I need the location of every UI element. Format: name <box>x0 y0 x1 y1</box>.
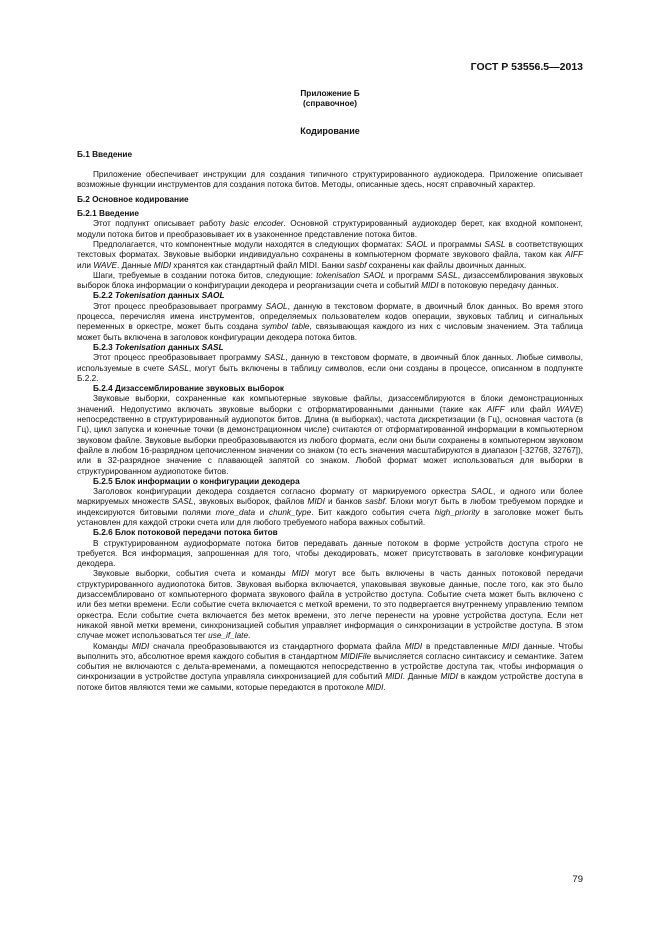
section-b2-title: Б.2 Основное кодирование <box>77 194 189 204</box>
standard-number: ГОСТ Р 53556.5—2013 <box>470 61 583 73</box>
appendix-name: Кодирование <box>300 125 360 136</box>
section-b21-paragraph-1: Этот подпункт описывает работу basic encoder. Основной структурированный аудиокодер берет, как входной компонент, модули потока битов и преобразовывает их в узаконенное представление потока битов. <box>77 219 583 239</box>
section-b26-paragraph-3: Команды MIDI сначала преобразовываются из стандартного формата файла MIDI в представленные MIDI данные. Чтобы выполнить это, абсолютное время каждого события в стандартном MIDIFile вычисляется согласно синтаксису и семантике. Затем события не включаются с дельта-временами, а помещаются непосредственно в устройстве доступа так, чтобы информация о синхронизации в устройстве доступа управляла синхронизацией для событий MIDI. Данные MIDI в каждом устройстве доступа в потоке битов являются теми же самыми, которые передаются в протоколе MIDI. <box>77 641 583 692</box>
section-b23-paragraph: Этот процесс преобразовывает программу SASL, данную в текстовом формате, в двоичный блок данных. Любые символы, используемые в счете SASL, могут быть включены в таблицу символов, если они созданы в процессе, описанном в подпункте Б.2.2. <box>77 353 583 383</box>
appendix-subtitle: (справочное) <box>303 99 357 109</box>
section-b22-paragraph: Этот процесс преобразовывает программу SAOL, данную в текстовом формате, в двоичный блок данных. Во время этого процесса, перечисляя имена инструментов, определяемых пользователем кодов операции, звуковых таблиц и сигнальных переменных в оркестре, может быть создана symbol table, связывающая каждого из них с числовым значением. Эта таблица может быть включена в заголовок конфигурации декодера потока битов. <box>77 301 584 342</box>
section-b25-title: Б.2.5 Блок информации о конфигурации декодера <box>93 476 300 486</box>
section-b1-title: Б.1 Введение <box>77 149 133 159</box>
section-b24-title: Б.2.4 Дизассемблирование звуковых выборок <box>93 384 285 394</box>
section-b1-paragraph: Приложение обеспечивает инструкции для создания типичного структурированного аудиокодера. Приложение описывает возможные функции инструментов для создания потока битов. Методы, описанные здесь, носят справочный характер. <box>77 170 583 190</box>
section-b26-paragraph-1: В структурированном аудиоформате потока битов передавать данные потоком в форме устройств доступа строго не требуется. Вся информация, запрошенная для того, чтобы декодировать, может присутствовать в заголовке конфигурации декодера. <box>77 538 583 569</box>
section-b21-paragraph-3: Шаги, требуемые в создании потока битов, следующие: tokenisation SAOL и программ SASL, дизассемблирования звуковых выборок блока информации о конфигурации декодера и реорганизации счета и событий MIDI в потоковую передачу данных. <box>77 270 583 291</box>
section-b26-title: Б.2.6 Блок потоковой передачи потока битов <box>93 528 278 538</box>
section-b22-title: Б.2.2 Tokenisation данных SAOL <box>93 291 225 301</box>
section-b26-paragraph-2: Звуковые выборки, события счета и команды MIDI могут все быть включены в часть данных потоковой передачи структурированного аудиопотока битов. Звуковая выборка включается, упаковывая звуковые данные, после того, как это было дизассемблировано от компьютерного формата звукового файла в устройство доступа. Событие счета может быть включено с или без метки времени. Если событие счета включается с меткой времени, то это подвергается внутреннему управлению темпом оркестра. Если событие счета включается без меток времени, это легче перенести на уровне устройства доступа. Если нет никакой явной метки времени, синхронизацией события управляет информация о синхронизации в устройстве доступа. В этом случае может использоваться тег use_if_late. <box>77 569 583 641</box>
section-b21-title: Б.2.1 Введение <box>77 209 139 219</box>
page-content <box>77 89 583 693</box>
appendix-title: Приложение Б <box>300 89 360 98</box>
section-b25-paragraph: Заголовок конфигурации декодера создается согласно формату от маркируемого оркестра SAOL, и одного или более маркируемых множеств SASL, звуковых выборок, файлов MIDI и банков sasbf. Блоки могут быть в любом требуемом порядке и индексируются битовыми полями more_data и chunk_type. Бит каждого события счета high_priority в заголовке может быть установлен для каждой строки счета или для любого требуемого набора важных событий. <box>77 487 583 527</box>
section-b21-paragraph-2: Предполагается, что компонентные модули находятся в следующих форматах: SAOL и программы SASL в соответствующих текстовых форматах. Звуковые выборки индивидуально сохранены в компьютерном формате звукового файла, таком как AIFF или WAVE. Данные MIDI хранятся как стандартный файл MIDI. Банки sasbf сохранены как файлы двоичных данных. <box>77 239 583 270</box>
page-number: 79 <box>572 874 583 885</box>
section-b23-title: Б.2.3 Tokenisation данных SASL <box>93 342 224 352</box>
section-b24-paragraph: Звуковые выборки, сохраненные как компьютерные звуковые файлы, дизассемблируются в блоки демонстрационных значений. Недопустимо включать звуковые выборки с отформатированными данными (такие как AIFF или файл WAVE) непосредственно в структурированный аудиопоток битов. Длина (в выборках), частота дискретизации (в Гц), основная частота (в Гц), цикл запуска и конечные точки (в демонстрационном числе) считаются от отформатированной информации в компьютерном звуковом файле. Звуковые выборки преобразовываются из любого формата, если они были сохранены в компьютерном звуковом файле в любом 16-разрядном цепочисленном значении со знаком (то есть значения масштабируются в диапазон [-32768, 32767]), или в 32-разрядное значение с плавающей запятой со знаком. Любой формат может использоваться для выборки в структурированном аудиопотоке битов. <box>77 394 583 476</box>
